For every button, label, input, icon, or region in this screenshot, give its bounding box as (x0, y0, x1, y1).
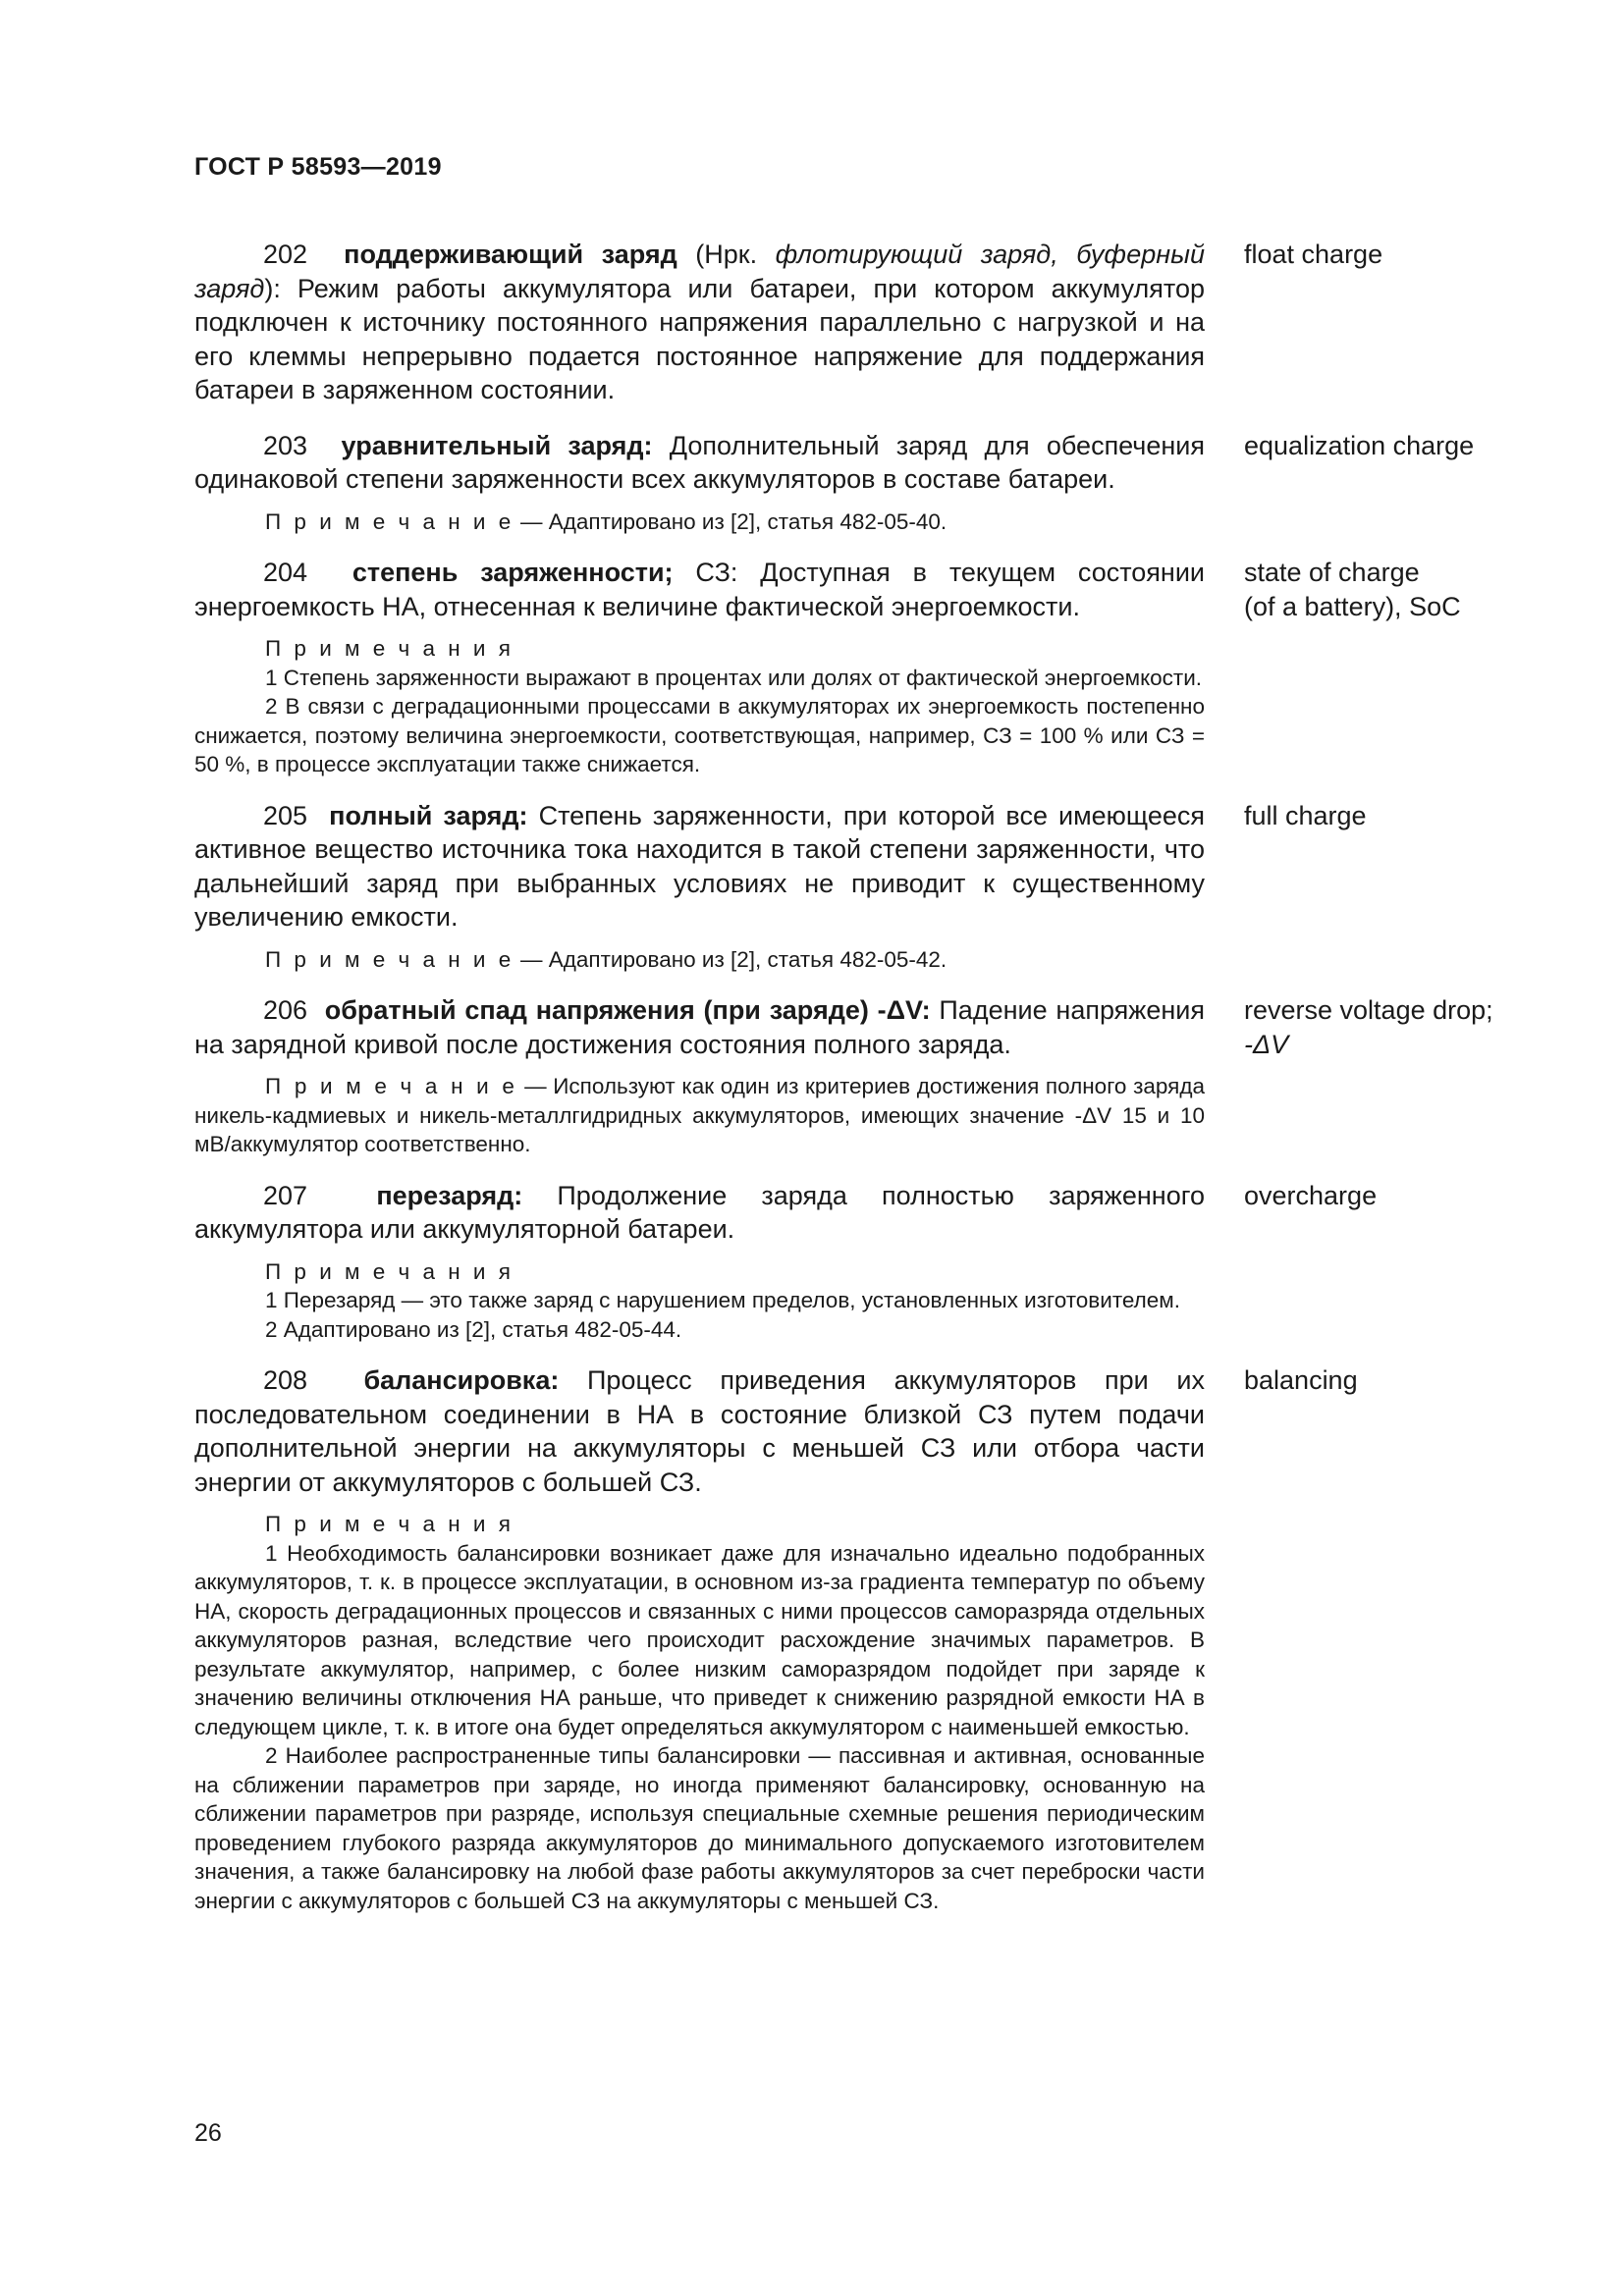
term-number: 204 (263, 558, 308, 587)
term-definition (194, 799, 1205, 934)
note-text: 2 Наиболее распространенные типы балансировки — пассивная и активная, основанные на сближении параметров при заряде, но иногда применяют балансировку, основанную на сближении параметров при разряде, используя специальные схемные решения периодическим проведением глубокого разряда аккумуляторов до минимального допускаемого изготовителем значения, а также балансировку на любой фазе работы аккумуляторов за счет переброски части энергии с аккумуляторов с большей СЗ на аккумуляторы с меньшей СЗ. (194, 1743, 1205, 1913)
note-text: 1 Степень заряженности выражают в процентах или долях от фактической энергоемкости. (265, 665, 1203, 690)
term-entry-208 (194, 1363, 1530, 1499)
deprecated-term: флотирующий заряд, буферный заряд (194, 240, 1205, 303)
terms-list (194, 238, 1530, 1915)
term-definition (194, 1363, 1205, 1499)
note (194, 1072, 1205, 1159)
note-text: — Адаптировано из [2], статья 482-05-42. (520, 946, 947, 972)
notes (194, 1257, 1205, 1345)
english-equivalent: full charge (1244, 800, 1367, 830)
term-definition-text: (Нрк. (677, 240, 776, 269)
term-definition-text: Дополнительный заряд для обеспечения одинаковой степени заряженности всех аккумуляторов в составе батареи. (194, 430, 1205, 494)
standard-header: ГОСТ Р 58593—2019 (194, 153, 442, 181)
term-name: балансировка: (363, 1365, 560, 1395)
term-definition-text: СЗ: Доступная в текущем состоянии энергоемкость НА, отнесенная к величине фактической энергоемкости. (194, 558, 1205, 621)
term-entry-207 (194, 1179, 1530, 1247)
note-text: — Используют как один из критериев достижения полного заряда никель-кадмиевых и никель-металлгидридных аккумуляторов, имеющих значение -ΔV 15 и 10 мВ/аккумулятор соответственно. (194, 1074, 1205, 1156)
term-name: степень заряженности; (352, 558, 674, 587)
english-equivalent: equalization charge (1244, 430, 1475, 460)
term-entry-206 (194, 993, 1530, 1061)
english-equivalent: overcharge (1244, 1180, 1378, 1210)
term-entry-203 (194, 429, 1530, 497)
term-entry-204 (194, 556, 1530, 623)
term-number: 205 (263, 800, 308, 830)
notes-label: П р и м е ч а н и я (265, 1512, 514, 1536)
notes-label: П р и м е ч а н и я (265, 1258, 514, 1284)
note-text: 2 Адаптировано из [2], статья 482-05-44. (265, 1316, 682, 1342)
term-definition (194, 1179, 1205, 1247)
note-label: П р и м е ч а н и е (265, 946, 514, 972)
term-definition (194, 556, 1205, 623)
note (194, 507, 1205, 537)
note-text: — Адаптировано из [2], статья 482-05-40. (520, 508, 947, 534)
term-definition (194, 429, 1205, 497)
term-number: 203 (263, 430, 308, 460)
term-name: поддерживающий заряд (344, 240, 677, 269)
term-definition-text: Степень заряженности, при которой все имеющееся активное вещество источника тока находится в такой степени заряженности, что дальнейший заряд при выбранных условиях не приводит к существенному увеличению емкости. (194, 800, 1205, 932)
term-name: полный заряд: (329, 800, 528, 830)
term-definition-text: Продолжение заряда полностью заряженного аккумулятора или аккумуляторной батареи. (194, 1180, 1205, 1244)
note-text: 2 В связи с деградационными процессами в аккумуляторах их энергоемкость постепенно снижается, поэтому величина энергоемкости, соответствующая, например, СЗ = 100 % или СЗ = 50 %, в процессе эксплуатации также снижается. (194, 694, 1205, 776)
note-label: П р и м е ч а н и е (265, 1074, 518, 1098)
term-number: 208 (263, 1365, 308, 1395)
term-number: 206 (263, 995, 308, 1025)
notes (194, 634, 1205, 779)
note (194, 945, 1205, 975)
english-equivalent: float charge (1244, 240, 1383, 269)
page-number: 26 (194, 2119, 222, 2147)
term-entry-202 (194, 238, 1530, 407)
term-name: обратный спад напряжения (при заряде) -ΔV: (324, 995, 931, 1025)
note-text: 1 Перезаряд — это также заряд с нарушением пределов, установленных изготовителем. (265, 1288, 1181, 1312)
english-equivalent: balancing (1244, 1365, 1358, 1395)
term-name: уравнительный заряд: (341, 430, 653, 460)
term-number: 202 (263, 240, 308, 269)
english-symbol: -ΔV (1244, 1029, 1289, 1059)
english-term: reverse voltage drop; (1244, 995, 1493, 1025)
term-definition (194, 238, 1205, 407)
term-definition (194, 993, 1205, 1061)
english-equivalent: state of charge (of a battery), SoC (1244, 558, 1461, 621)
term-definition-text: ): Режим работы аккумулятора или батареи, при котором аккумулятор подключен к источнику постоянного напряжения параллельно с нагрузкой и на его клеммы непрерывно подается постоянное напряжение для поддержания батареи в заряженном состоянии. (194, 273, 1205, 404)
notes (194, 1510, 1205, 1915)
term-entry-205 (194, 799, 1530, 934)
term-number: 207 (263, 1180, 308, 1210)
note-label: П р и м е ч а н и е (265, 508, 514, 534)
term-definition-text: Падение напряжения на зарядной кривой после достижения состояния полного заряда. (194, 995, 1205, 1059)
english-equivalent (1244, 993, 1529, 1061)
note-text: 1 Необходимость балансировки возникает даже для изначально идеально подобранных аккумуляторов, т. к. в процессе эксплуатации, в основном из-за градиента температур по объему НА, скорость деградационных процессов и связанных с ними процессов саморазряда отдельных аккумуляторов разная, вследствие чего происходит расхождение значимых параметров. В результате аккумулятор, например, с более низким саморазрядом подойдет при заряде к значению величины отключения НА раньше, что приведет к снижению разрядной емкости НА в следующем цикле, т. к. в итоге она будет определяться аккумулятором с наименьшей емкостью. (194, 1540, 1205, 1739)
term-name: перезаряд: (376, 1180, 523, 1210)
term-definition-text: Процесс приведения аккумуляторов при их последовательном соединении в НА в состояние близкой СЗ путем подачи дополнительной энергии на аккумуляторы с меньшей СЗ или отбора части энергии от аккумуляторов с большей СЗ. (194, 1365, 1205, 1497)
notes-label: П р и м е ч а н и я (265, 636, 514, 661)
